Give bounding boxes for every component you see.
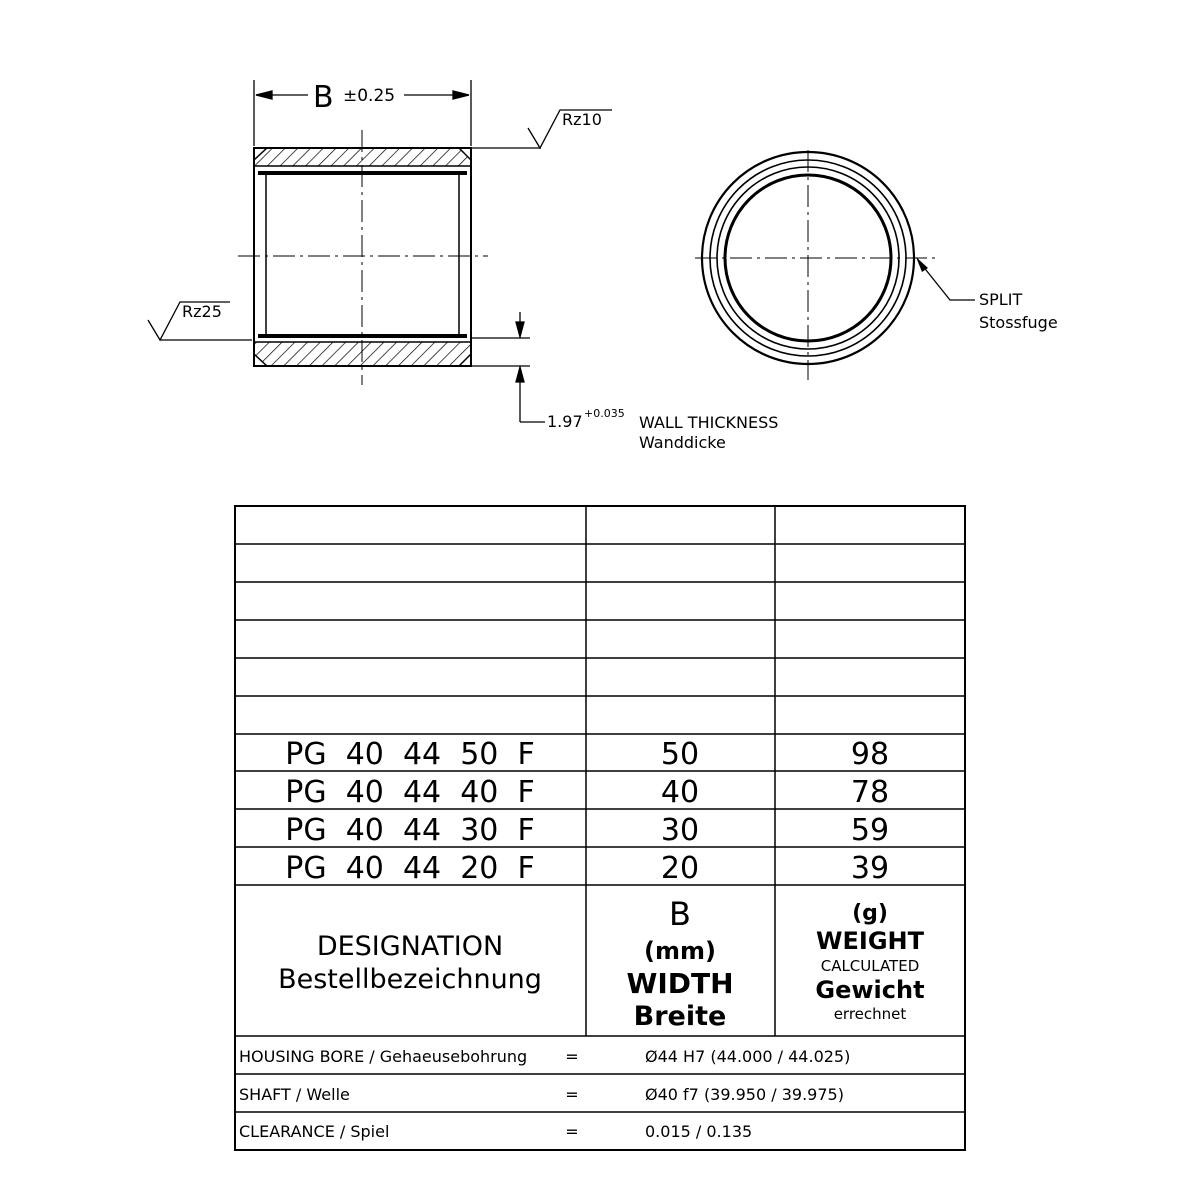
width-symbol: B [313,80,334,115]
roughness-outer: Rz10 [562,110,602,129]
wall-thickness-tolerance: +0.035 [584,407,625,420]
row-2-designation: PG 40 44 40 F [285,775,535,810]
row-1-weight: 98 [850,737,890,772]
fit-shaft-label: SHAFT / Welle [239,1085,350,1104]
row-2-width: 40 [660,775,700,810]
row-3-weight: 59 [850,813,890,848]
row-4-weight: 39 [850,851,890,886]
fit-clearance-value: 0.015 / 0.135 [645,1122,753,1141]
header-weight-de: Gewicht [815,976,925,1004]
row-1-designation: PG 40 44 50 F [285,737,535,772]
width-tolerance: ±0.25 [343,86,396,106]
row-3-designation: PG 40 44 30 F [285,813,535,848]
fit-shaft-eq: = [565,1085,579,1104]
row-4-designation: PG 40 44 20 F [285,851,535,886]
header-designation-de: Bestellbezeichnung [278,964,542,995]
row-3-width: 30 [660,813,700,848]
row-4-width: 20 [660,851,700,886]
row-1-width: 50 [660,737,700,772]
header-weight-unit: (g) [852,901,888,926]
header-width-de: Breite [633,1001,727,1032]
fit-housing-value: Ø44 H7 (44.000 / 44.025) [645,1047,851,1066]
fit-shaft-value: Ø40 f7 (39.950 / 39.975) [645,1085,844,1104]
wall-thickness-value: 1.97 [547,412,583,431]
row-2-weight: 78 [850,775,890,810]
fit-housing-eq: = [565,1047,579,1066]
fit-clearance-label: CLEARANCE / Spiel [239,1122,390,1141]
split-label-en: SPLIT [979,290,1023,309]
roughness-inner: Rz25 [182,302,222,321]
header-width-unit: (mm) [644,937,716,965]
wall-thickness-label-en: WALL THICKNESS [639,413,779,432]
header-width-en: WIDTH [626,967,734,1000]
header-width-symbol: B [669,895,691,933]
section-view [238,130,488,385]
wall-thickness-label-de: Wanddicke [639,433,726,452]
fit-housing-label: HOUSING BORE / Gehaeusebohrung [239,1047,528,1066]
split-label-de: Stossfuge [979,313,1058,332]
fit-clearance-eq: = [565,1122,579,1141]
end-view [695,150,975,380]
header-designation-en: DESIGNATION [316,931,504,962]
header-weight-en: WEIGHT [816,927,924,955]
header-weight-calc-de: errechnet [833,1005,907,1023]
header-weight-calc-en: CALCULATED [820,957,920,975]
wall-thickness-dimension [472,312,545,422]
